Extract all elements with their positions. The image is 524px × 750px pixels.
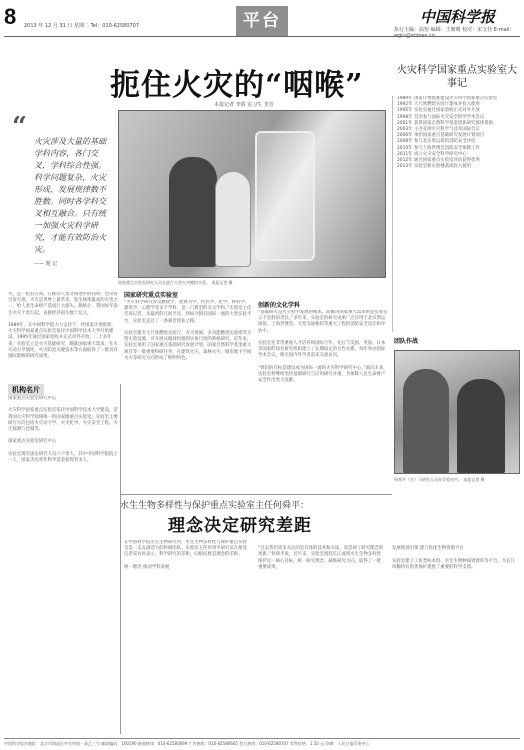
article-column-3: “基础研究是火灾科学发展的根本，而解决国家重大需求则是实验室义不容辞的责任。”多年来，实验室的研究成果广泛应用于北京奥运场馆、上海世博会、大型交通枢纽等重大工程的消防安全设计和评估中。 实验室还非常重视人才培养和国际合作，先后与美国、英国、日本等国家的知名研究机构建立了长期稳定的合作关系，每年举办国际学术会议，吸引国内外学者前来交流访问。 “我们的目标是建设成为国际一流的火灾科学研究中心。”面向未来，实验室将继续坚持基础研究与应用研究并重，为保障人民生命财产安全作出更大贡献。: [258, 310, 388, 384]
second-kicker: 水生生物多样性与保护重点实验室主任何舜平：: [120, 501, 310, 511]
chronicle-title: 火灾科学国家重点实验室大事记: [397, 65, 517, 89]
photo2-caption: 何舜平（右）与研究人员在实验室内。 本报记者 摄: [394, 477, 485, 482]
photo-caption: 国家重点实验室研究人员在进行大型火灾模拟实验。 本报记者 摄: [118, 280, 233, 285]
article-column-2: “火灾科学研究涉及燃烧学、流体力学、传热学、化学、材料学、建筑学、心理学等多个学科，是一门典型的交叉学科。”实验室主任告诉记者，从最初的几间平房，到如今拥有国际一流的大型实验平台，实验室走过了一条艰苦创业之路。 实验室建有大尺度燃烧实验厅、火灾风洞、多功能燃烧实验塔等大型实验设施，可开展从微观机理到实体尺度的系统研究。近年来，实验室承担了国家重点基础研究发展计划、国家自然科学基金重大项目等一批重要科研任务，在建筑火灾、森林火灾、城市地下空间火灾等研究方向形成了鲜明特色。: [124, 300, 252, 361]
person-figure: [457, 379, 505, 473]
header-rule: [4, 36, 520, 37]
page-number: 8: [4, 4, 17, 29]
test-chamber-shape: [255, 131, 315, 261]
date-line: 2013 年 12 月 31 日 星期二 Tel：010-62580707: [24, 23, 140, 29]
second-headline: 理念决定研究差距: [168, 516, 312, 536]
pullquote-text: 火灾涉及大量的基础学科内容，各门交叉，学科综合性强。科学问题复杂，火灾形成、发展规律数不胜数。同时各学科交叉相互融合。只有统一加强火灾科学研究，才能有效防治火灾。: [34, 137, 106, 254]
article-subhead-3: 团队作战: [394, 338, 419, 345]
main-headline: 扼住火灾的“咽喉”: [110, 68, 364, 103]
quote-mark-icon: “: [12, 112, 27, 142]
editors-line: 执行主编：温恒 编辑：王晴晴 校对：宋文佳 E-mail：: [394, 27, 515, 33]
main-byline: 本报记者 李倩 实习生 李芳: [214, 102, 274, 108]
second-story-body: 在中国科学院水生生物研究所，水生生物多样性与保护重点实验室是一支充满活力的科研团队。实验室主任何舜平研究员在接受记者采访时表示，科学研究的差距，归根结底是理念的差距。 统一理念 推动学科发展 “过去我们更多关注的是具体的技术和方法，而忽视了研究理念的更新。”何舜平说，近年来，实验室围绕长江流域水生生物多样性保护这一核心目标，统一研究理念，凝练研究方向，取得了一批重要成果。 发展规划引领 建立优化生物资源平台 实验室建立了鱼类标本馆、水生生物种质资源库等平台，为长江珍稀特有鱼类保护提供了重要的科学支撑。: [124, 540, 515, 570]
person-figure: [403, 369, 449, 473]
chronicle-list: 1989年 国家计委批准建设火灾科学国家重点实验室 1992年 大尺度燃烧实验厅建成并投入使用 1995年 实验室通过国家验收正式对外开放 1998年 首次参与国际火灾安全科学学术会议 2001年 获得国家自然科学基金创新研究群体资助 2003年 主办亚洲火灾科学与技术国际会议 2006年 承担国家重点基础研究发展计划项目 2008年 参与北京奥运场馆消防安全评估 2010年 参与上海世博会消防安全保障工作 2011年 成立火灾安全科学研究中心 2012年 通过国家重点实验室评估获得优秀 2013年 实验室新实验楼落成投入使用: [392, 96, 520, 332]
director-photo: [394, 350, 520, 474]
pullquote: [12, 112, 112, 267]
article-subhead-2: 创新的文化学科: [258, 302, 301, 309]
column-divider: [120, 384, 121, 734]
article-column-1: 火，是一把双刃剑。在推动人类文明进步的同时，也常常引发灾难。火灾是世界上最常见、发生频率最高的灾害之一，给人类生命财产造成巨大损失。据统计，我国每年发生火灾十余万起，直接经济损失数十亿元。 1989年，在中国科学院大力支持下，经国家计委批准，火灾科学国家重点实验室依托中国科学技术大学开始建设，1995年通过国家验收并正式对外开放。二十多年来，实验室立足火灾基础研究，瞄准国家重大需求，在火灾动力学演化、火灾防治关键技术等方面取得了一批具有国际影响的研究成果。: [8, 292, 118, 360]
masthead-logo: 中国科学报: [420, 8, 496, 26]
section-label: 平台: [236, 6, 288, 36]
article-subhead-1: 国家研究重点实验室: [124, 292, 179, 299]
story-divider: [120, 494, 392, 495]
researcher-figure: [215, 171, 251, 267]
sidebar-title: 机构名片: [8, 384, 44, 396]
sidebar-text: 国家重点实验室研究中心 火灾科学国家重点实验室依托中国科学技术大学建设，是我国火灾科学领域唯一的国家级重点实验室。实验室主要研究方向包括火灾动力学、火灾化学、火灾安全工程、火灾探测与控制等。 国家重点实验室研究中心 实验室现有固定研究人员六十余人，其中中国科学院院士一人，国家杰出青年科学基金获得者多人。: [8, 396, 118, 464]
lab-photo: [118, 110, 386, 278]
researcher-figure: [169, 157, 217, 267]
pullquote-credit: —— 题 记: [34, 261, 58, 267]
page-footer: 中国科学报社地址：北京市海淀区中关村南一条乙三号 邮政编码：100190 新闻热线：010-62580699 广告热线：010-62580665 发行热线：010-62580707 零售价格：1.50 元 印刷：人民日报印务中心: [4, 738, 520, 747]
